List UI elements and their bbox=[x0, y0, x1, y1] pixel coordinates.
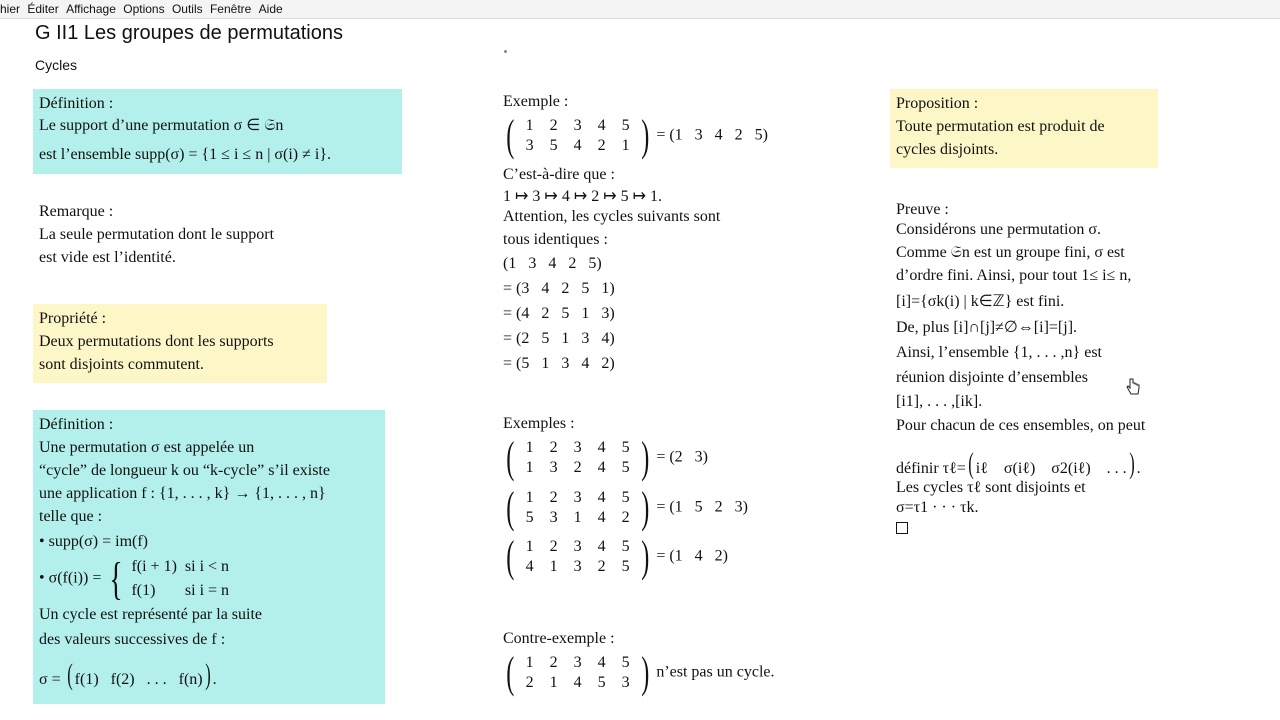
remark-heading: Remarque : bbox=[39, 203, 114, 220]
proposition-line: cycles disjoints. bbox=[896, 141, 999, 158]
menu-fichier[interactable]: hier bbox=[0, 2, 21, 16]
matrix-cell: 2 bbox=[525, 674, 534, 691]
matrix-cell: 2 bbox=[549, 117, 558, 134]
matrix-cell: 4 bbox=[597, 538, 606, 555]
definition-heading: Définition : bbox=[39, 95, 114, 112]
proof-line: Comme 𝔖n est un groupe fini, σ est bbox=[896, 244, 1125, 261]
matrix-cell: 3 bbox=[573, 489, 582, 506]
matrix-cell: 1 bbox=[525, 538, 534, 555]
matrix-cell: 4 bbox=[597, 459, 606, 476]
matrix-grid bbox=[518, 537, 638, 577]
proof-line: Ainsi, l’ensemble {1, . . . ,n} est bbox=[896, 344, 1102, 361]
matrix-cell: 3 bbox=[549, 459, 558, 476]
definition-bullet: • supp(σ) = im(f) bbox=[39, 533, 149, 550]
proof-line: [i1], . . . ,[ik]. bbox=[896, 393, 983, 410]
matrix-cell: 2 bbox=[597, 137, 606, 154]
definition-line: “cycle” de longueur k ou “k-cycle” s’il existe bbox=[39, 462, 330, 479]
remark-line: est vide est l’identité. bbox=[39, 249, 176, 266]
cycle-notation-lhs: σ = bbox=[39, 671, 61, 688]
property-line: Deux permutations dont les supports bbox=[39, 333, 274, 350]
tau-lhs: définir τℓ= bbox=[896, 460, 966, 477]
counterexample-result: n’est pas un cycle. bbox=[656, 663, 775, 681]
case-condition: si i = n bbox=[184, 582, 230, 599]
matrix-cell: 5 bbox=[621, 459, 630, 476]
matrix-cell: 3 bbox=[549, 509, 558, 526]
examples-row bbox=[503, 483, 748, 532]
definition-line: Le support d’une permutation σ ∈ 𝔖n bbox=[39, 117, 284, 134]
menu-affichage[interactable]: Affichage bbox=[66, 2, 116, 16]
matrix-cell: 1 bbox=[549, 674, 558, 691]
right-paren: ) bbox=[640, 433, 650, 482]
matrix-cell: 1 bbox=[573, 509, 582, 526]
definition-line: Un cycle est représenté par la suite bbox=[39, 606, 263, 623]
cycle-notation-body: f(1) f(2) . . . f(n) bbox=[74, 671, 203, 688]
cycle-line: = (3 4 2 5 1) bbox=[503, 280, 615, 297]
right-paren: ) bbox=[1128, 447, 1135, 480]
matrix-cell: 2 bbox=[549, 439, 558, 456]
page-title: G II1 Les groupes de permutations bbox=[35, 22, 343, 44]
property-box bbox=[33, 304, 327, 383]
matrix-cell: 3 bbox=[573, 439, 582, 456]
cases-table bbox=[131, 555, 237, 603]
matrix-cell: 1 bbox=[621, 137, 630, 154]
remark-box bbox=[33, 197, 353, 269]
case-value: f(i + 1) bbox=[131, 558, 177, 575]
definition-line: des valeurs successives de f : bbox=[39, 631, 226, 648]
matrix-cell: 3 bbox=[525, 137, 534, 154]
left-paren: ( bbox=[66, 658, 73, 691]
examples-heading: Exemples : bbox=[503, 415, 575, 432]
cursor-dot bbox=[504, 50, 507, 53]
tau-end: . bbox=[1136, 460, 1141, 477]
proposition-box bbox=[890, 89, 1158, 168]
definition-bullet-cases bbox=[39, 555, 379, 603]
matrix-cell: 3 bbox=[573, 558, 582, 575]
matrix-cell: 1 bbox=[525, 117, 534, 134]
proof-heading: Preuve : bbox=[896, 201, 949, 218]
cycle-result: = (1 4 2) bbox=[656, 547, 728, 565]
permutation-matrix bbox=[503, 433, 652, 482]
examples-row bbox=[503, 433, 708, 482]
examples-row bbox=[503, 532, 728, 581]
matrix-cell: 5 bbox=[621, 439, 630, 456]
matrix-cell: 2 bbox=[549, 654, 558, 671]
matrix-cell: 5 bbox=[549, 137, 558, 154]
right-paren: ) bbox=[640, 111, 650, 160]
permutation-matrix bbox=[503, 111, 652, 160]
matrix-cell: 4 bbox=[597, 117, 606, 134]
proof-line: Considérons une permutation σ. bbox=[896, 221, 1102, 238]
tau-body: iℓ σ(iℓ) σ2(iℓ) . . . bbox=[975, 460, 1127, 477]
permutation-matrix bbox=[503, 648, 652, 697]
left-paren: ( bbox=[506, 648, 515, 697]
matrix-cell: 1 bbox=[525, 654, 534, 671]
example-text: 1 ↦ 3 ↦ 4 ↦ 2 ↦ 5 ↦ 1. bbox=[503, 188, 663, 205]
cycle-line: = (4 2 5 1 3) bbox=[503, 305, 615, 322]
left-paren: ( bbox=[968, 447, 974, 480]
left-paren: ( bbox=[506, 532, 515, 581]
matrix-cell: 5 bbox=[525, 509, 534, 526]
definition-line: une application f : {1, . . . , k} → {1, . . . , n} bbox=[39, 485, 326, 502]
definition-line: telle que : bbox=[39, 508, 103, 525]
menu-bar bbox=[0, 0, 1280, 19]
example-heading: Exemple : bbox=[503, 93, 569, 110]
matrix-cell: 4 bbox=[597, 489, 606, 506]
matrix-cell: 5 bbox=[597, 674, 606, 691]
matrix-cell: 1 bbox=[525, 489, 534, 506]
matrix-cell: 4 bbox=[573, 674, 582, 691]
menu-outils[interactable]: Outils bbox=[171, 2, 203, 16]
left-brace: { bbox=[109, 553, 124, 604]
permutation-matrix bbox=[503, 532, 652, 581]
cycle-result: = (2 3) bbox=[656, 448, 708, 466]
proof-line: De, plus [i]∩[j]≠∅⇔[i]=[j]. bbox=[896, 319, 1078, 336]
matrix-cell: 2 bbox=[597, 558, 606, 575]
counterexample-heading: Contre-exemple : bbox=[503, 630, 615, 647]
cycle-line: (1 3 4 2 5) bbox=[503, 255, 602, 272]
example-text: Attention, les cycles suivants sont bbox=[503, 208, 721, 225]
right-paren: ) bbox=[640, 483, 650, 532]
qed-square bbox=[896, 518, 908, 541]
cycle-notation bbox=[39, 653, 379, 697]
proof-line: d’ordre fini. Ainsi, pour tout 1≤ i≤ n, bbox=[896, 267, 1132, 284]
matrix-grid bbox=[518, 653, 638, 693]
matrix-cell: 2 bbox=[549, 538, 558, 555]
left-paren: ( bbox=[506, 433, 515, 482]
menu-options[interactable]: Options bbox=[123, 2, 165, 16]
matrix-grid bbox=[518, 116, 638, 156]
hand-cursor-icon bbox=[1126, 378, 1140, 396]
counterexample-row bbox=[503, 648, 775, 697]
cycle-notation-end: . bbox=[212, 671, 217, 688]
matrix-cell: 2 bbox=[573, 459, 582, 476]
menu-editer[interactable]: Éditer bbox=[27, 2, 59, 16]
matrix-cell: 5 bbox=[621, 117, 630, 134]
matrix-cell: 5 bbox=[621, 558, 630, 575]
remark-line: La seule permutation dont le support bbox=[39, 226, 275, 243]
case-condition: si i < n bbox=[184, 558, 230, 575]
definition-cycle-box bbox=[33, 410, 385, 704]
example-matrix-row bbox=[503, 111, 768, 160]
cycle-line: = (2 5 1 3 4) bbox=[503, 330, 615, 347]
matrix-cell: 4 bbox=[597, 439, 606, 456]
case-value: f(1) bbox=[131, 582, 156, 599]
proof-line: réunion disjointe d’ensembles bbox=[896, 369, 1088, 386]
matrix-cell: 3 bbox=[573, 538, 582, 555]
property-line: sont disjoints commutent. bbox=[39, 356, 204, 373]
proof-line: Les cycles τℓ sont disjoints et bbox=[896, 479, 1086, 496]
definition-line: Une permutation σ est appelée un bbox=[39, 439, 255, 456]
matrix-cell: 3 bbox=[573, 117, 582, 134]
matrix-cell: 3 bbox=[621, 674, 630, 691]
cycle-result: = (1 5 2 3) bbox=[656, 498, 748, 516]
matrix-cell: 5 bbox=[621, 489, 630, 506]
permutation-matrix bbox=[503, 483, 652, 532]
example-text: C’est-à-dire que : bbox=[503, 166, 615, 183]
matrix-cell: 4 bbox=[597, 654, 606, 671]
matrix-cell: 5 bbox=[621, 654, 630, 671]
matrix-cell: 2 bbox=[549, 489, 558, 506]
cycle-result: = (1 3 4 2 5) bbox=[656, 126, 768, 144]
right-paren: ) bbox=[640, 532, 650, 581]
menu-aide[interactable]: Aide bbox=[258, 2, 283, 16]
proposition-line: Toute permutation est produit de bbox=[896, 118, 1105, 135]
left-paren: ( bbox=[506, 111, 515, 160]
matrix-cell: 1 bbox=[525, 459, 534, 476]
matrix-cell: 1 bbox=[525, 439, 534, 456]
matrix-grid bbox=[518, 438, 638, 478]
page-subtitle: Cycles bbox=[35, 57, 78, 73]
matrix-cell: 4 bbox=[525, 558, 534, 575]
right-paren: ) bbox=[204, 658, 211, 691]
definition-line: est l’ensemble supp(σ) = {1 ≤ i ≤ n | σ(i) ≠ i}. bbox=[39, 146, 332, 163]
matrix-cell: 5 bbox=[621, 538, 630, 555]
matrix-cell: 1 bbox=[549, 558, 558, 575]
proof-line: Pour chacun de ces ensembles, on peut bbox=[896, 417, 1146, 434]
example-text: tous identiques : bbox=[503, 231, 608, 248]
matrix-cell: 2 bbox=[621, 509, 630, 526]
proof-line: σ=τ1 · · · τk. bbox=[896, 499, 979, 516]
right-paren: ) bbox=[640, 648, 650, 697]
definition-support-box bbox=[33, 89, 402, 174]
matrix-cell: 4 bbox=[573, 137, 582, 154]
cases-lhs: • σ(f(i)) = bbox=[39, 569, 102, 587]
definition-heading: Définition : bbox=[39, 416, 114, 433]
matrix-cell: 3 bbox=[573, 654, 582, 671]
matrix-grid bbox=[518, 488, 638, 528]
proof-line: [i]={σk(i) | k∈ℤ} est fini. bbox=[896, 293, 1065, 310]
menu-fenetre[interactable]: Fenêtre bbox=[209, 2, 252, 16]
left-paren: ( bbox=[506, 483, 515, 532]
property-heading: Propriété : bbox=[39, 310, 107, 327]
proposition-heading: Proposition : bbox=[896, 95, 979, 112]
cycle-line: = (5 1 3 4 2) bbox=[503, 355, 615, 372]
matrix-cell: 4 bbox=[597, 509, 606, 526]
